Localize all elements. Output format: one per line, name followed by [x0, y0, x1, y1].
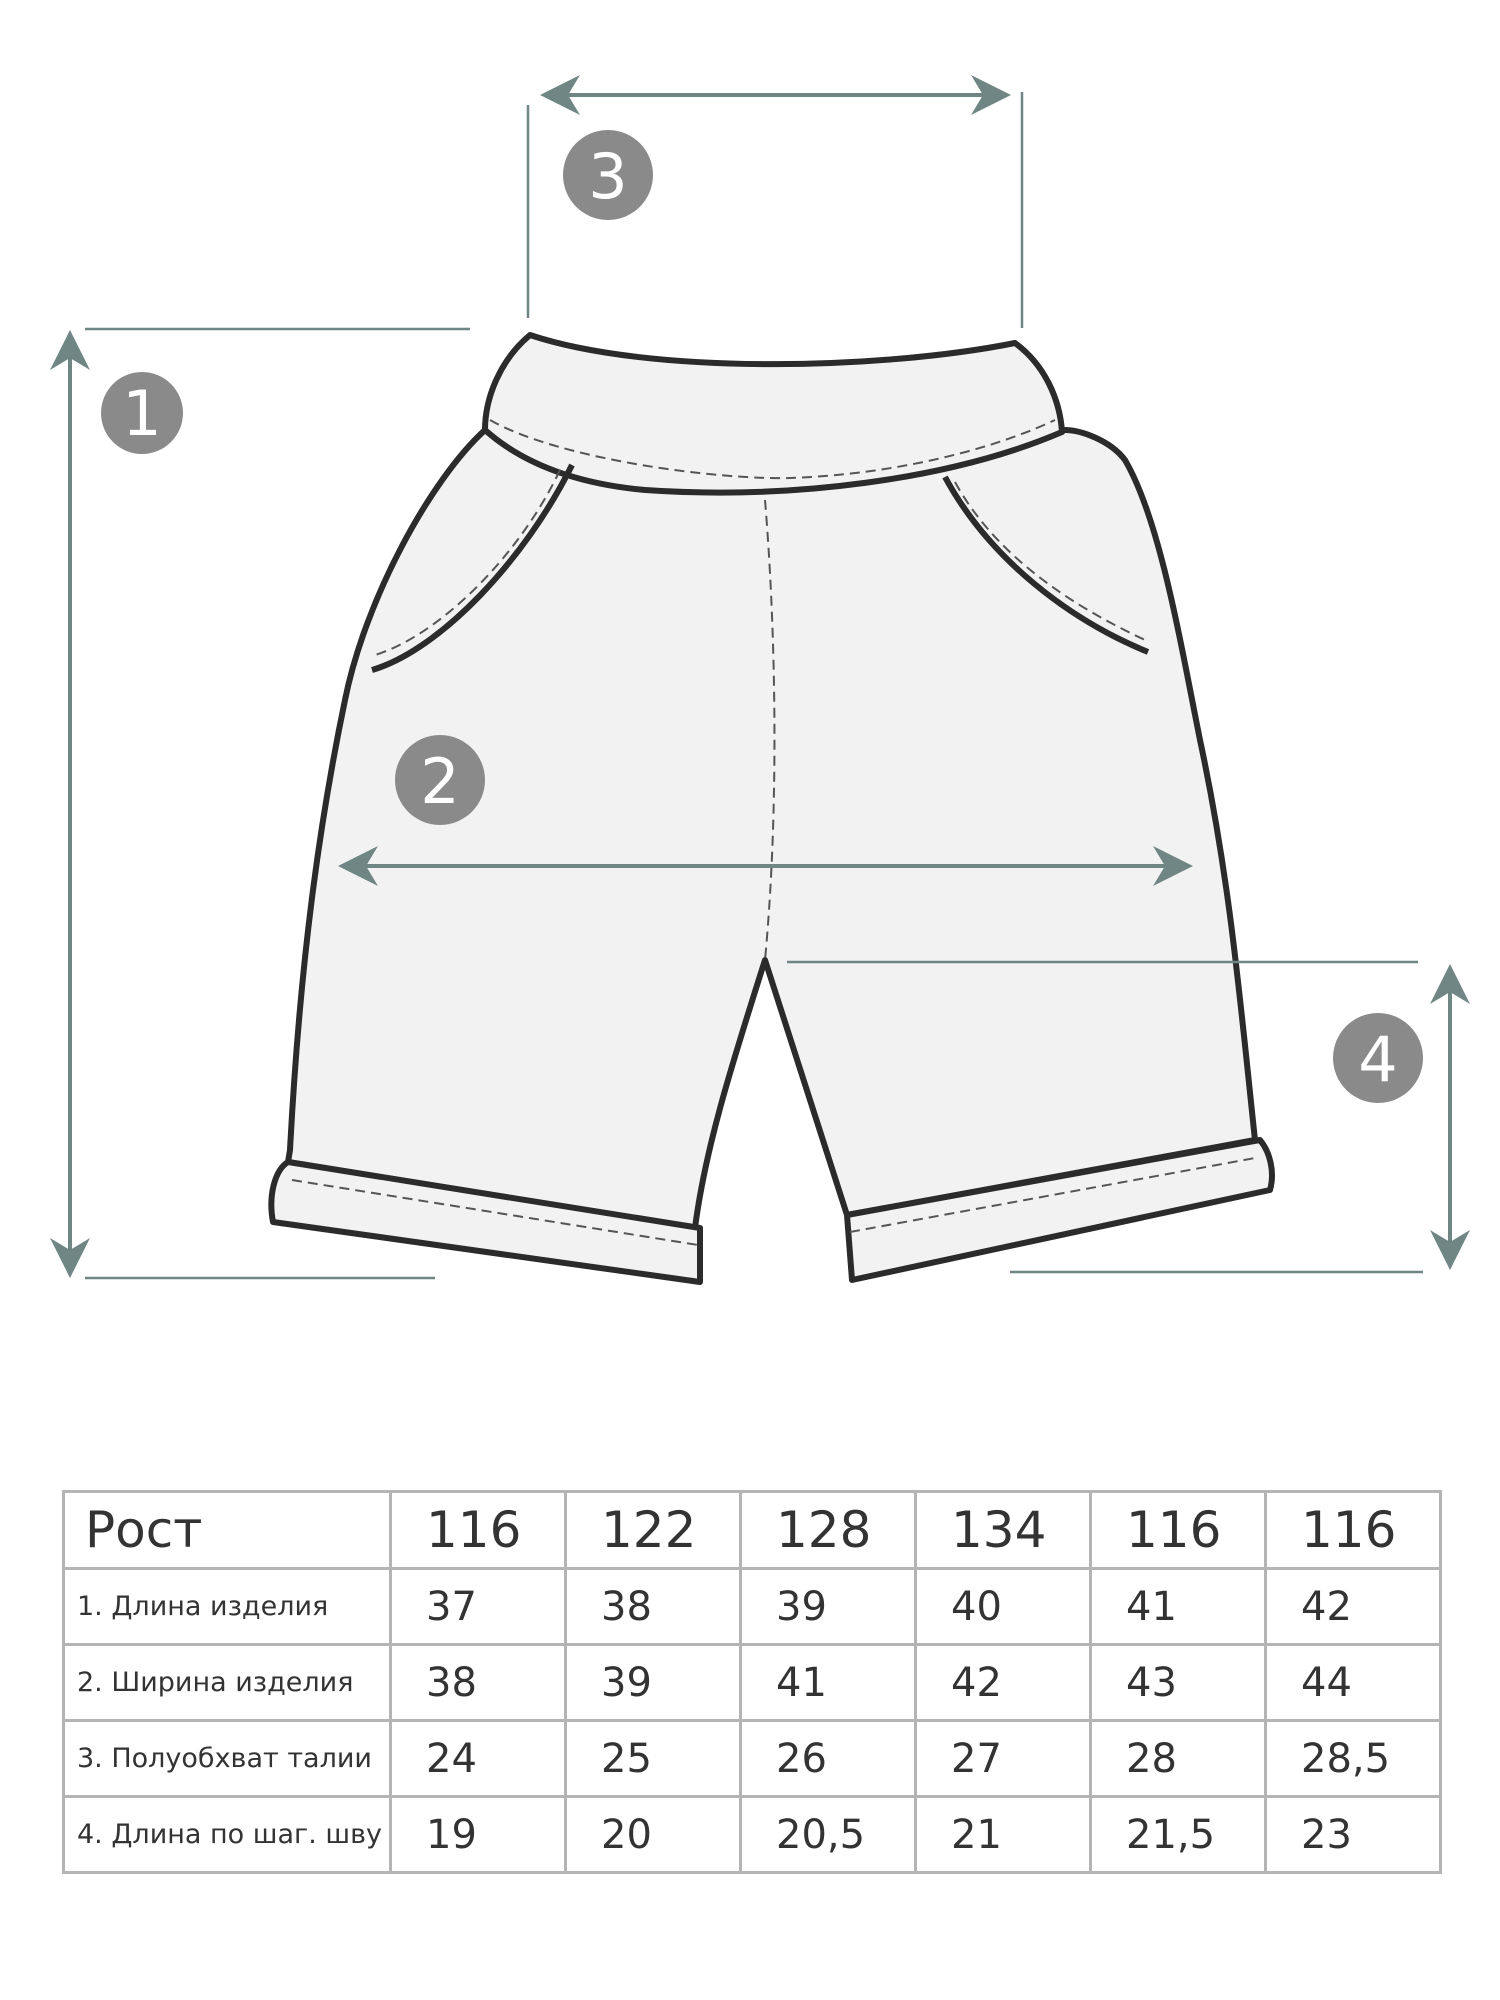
badge-2 — [395, 735, 485, 825]
header-size: 128 — [741, 1492, 916, 1569]
table-cell: 20,5 — [741, 1797, 916, 1873]
table-cell: 42 — [1266, 1569, 1441, 1645]
table-cell: 41 — [741, 1645, 916, 1721]
row-label: 2. Ширина изделия — [64, 1645, 391, 1721]
svg-text:1: 1 — [122, 377, 162, 450]
table-cell: 20 — [566, 1797, 741, 1873]
table-row — [64, 1797, 1441, 1873]
size-chart — [62, 1490, 1442, 1874]
table-row — [64, 1721, 1441, 1797]
shorts-body — [288, 430, 1255, 1228]
table-cell: 37 — [391, 1569, 566, 1645]
header-size: 116 — [1091, 1492, 1266, 1569]
svg-text:4: 4 — [1358, 1023, 1398, 1096]
table-cell: 27 — [916, 1721, 1091, 1797]
table-cell: 39 — [741, 1569, 916, 1645]
table-cell: 21 — [916, 1797, 1091, 1873]
table-cell: 28,5 — [1266, 1721, 1441, 1797]
header-size: 116 — [1266, 1492, 1441, 1569]
header-label: Рост — [64, 1492, 391, 1569]
table-cell: 25 — [566, 1721, 741, 1797]
table-row — [64, 1569, 1441, 1645]
table-cell: 43 — [1091, 1645, 1266, 1721]
table-cell: 38 — [566, 1569, 741, 1645]
table-cell: 23 — [1266, 1797, 1441, 1873]
table-header-row — [64, 1492, 1441, 1569]
table-cell: 26 — [741, 1721, 916, 1797]
table-cell: 28 — [1091, 1721, 1266, 1797]
table-cell: 44 — [1266, 1645, 1441, 1721]
table-cell: 38 — [391, 1645, 566, 1721]
row-label: 1. Длина изделия — [64, 1569, 391, 1645]
badge-3 — [563, 130, 653, 220]
header-size: 134 — [916, 1492, 1091, 1569]
table-cell: 42 — [916, 1645, 1091, 1721]
svg-text:2: 2 — [420, 745, 460, 818]
table-cell: 41 — [1091, 1569, 1266, 1645]
table-cell: 21,5 — [1091, 1797, 1266, 1873]
row-label: 4. Длина по шаг. шву — [64, 1797, 391, 1873]
svg-text:3: 3 — [588, 140, 628, 213]
size-table — [62, 1490, 1442, 1874]
table-row — [64, 1645, 1441, 1721]
badge-4 — [1333, 1013, 1423, 1103]
badge-1 — [101, 372, 183, 454]
table-cell: 24 — [391, 1721, 566, 1797]
table-cell: 39 — [566, 1645, 741, 1721]
row-label: 3. Полуобхват талии — [64, 1721, 391, 1797]
table-cell: 40 — [916, 1569, 1091, 1645]
table-cell: 19 — [391, 1797, 566, 1873]
header-size: 116 — [391, 1492, 566, 1569]
header-size: 122 — [566, 1492, 741, 1569]
